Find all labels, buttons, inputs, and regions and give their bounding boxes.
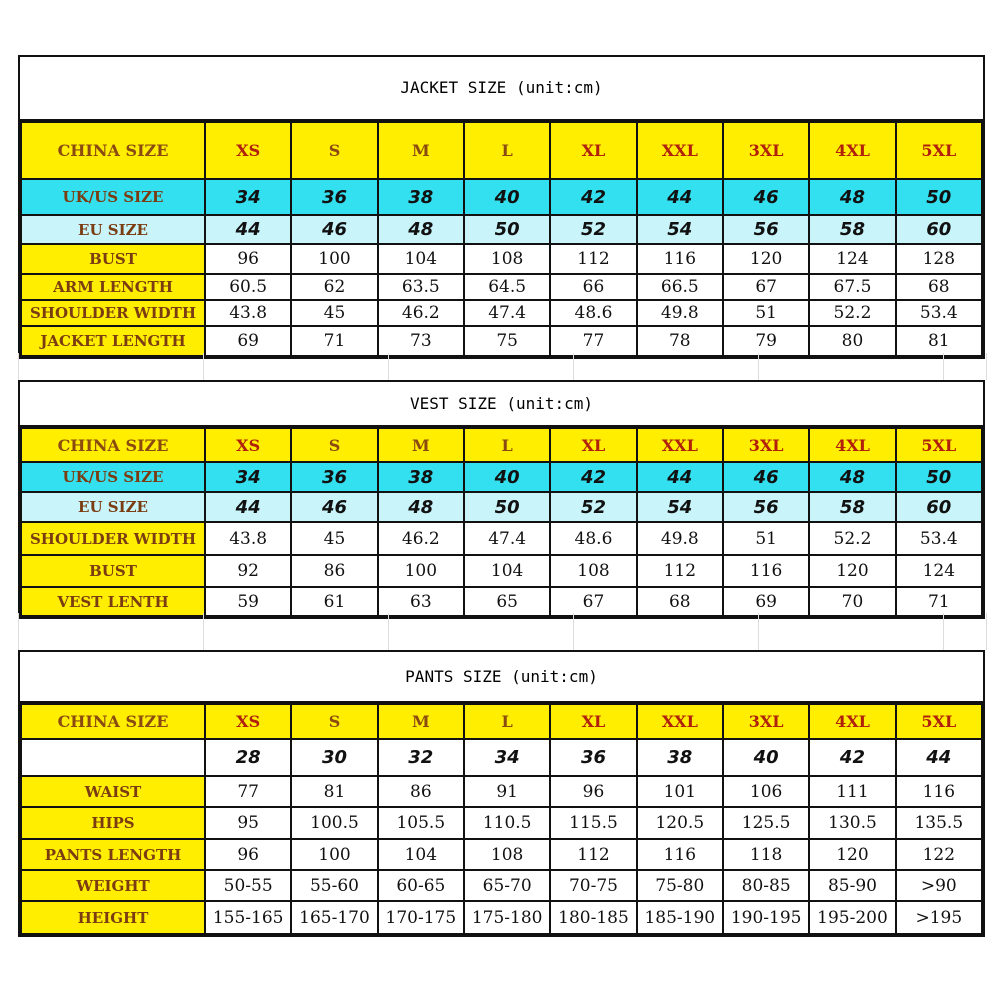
table-cell: 48 (809, 462, 895, 492)
table-cell: XXL (637, 428, 723, 462)
table-cell: 49.8 (637, 522, 723, 555)
table-cell: 165-170 (291, 901, 377, 934)
table-cell: 70-75 (550, 870, 636, 901)
table-cell: 78 (637, 326, 723, 356)
vest-size-table (18, 380, 985, 619)
table-cell: 100 (291, 839, 377, 870)
table-cell: 70 (809, 587, 895, 616)
table-cell: 100 (291, 244, 377, 274)
table-row (21, 428, 982, 462)
table-cell: XXL (637, 122, 723, 179)
table-cell: 96 (550, 776, 636, 807)
table-cell: 3XL (723, 122, 809, 179)
table-cell: 36 (291, 462, 377, 492)
row-label: HEIGHT (21, 901, 205, 934)
table-cell: 36 (550, 739, 636, 776)
table-cell: M (378, 428, 464, 462)
table-cell: 50 (896, 179, 982, 215)
table-cell: 108 (464, 839, 550, 870)
table-cell: 112 (550, 244, 636, 274)
table-cell: 116 (896, 776, 982, 807)
table-cell: 34 (464, 739, 550, 776)
table-cell: L (464, 428, 550, 462)
table-cell: 30 (291, 739, 377, 776)
row-label: UK/US SIZE (21, 462, 205, 492)
table-cell: 61 (291, 587, 377, 616)
table-cell: 44 (637, 179, 723, 215)
table-cell: 75 (464, 326, 550, 356)
table-cell: 77 (550, 326, 636, 356)
table-cell: 5XL (896, 704, 982, 739)
table-cell: 5XL (896, 428, 982, 462)
table-row (21, 807, 982, 839)
table-cell: 73 (378, 326, 464, 356)
table-cell: S (291, 122, 377, 179)
table-cell: 55-60 (291, 870, 377, 901)
table-row (21, 555, 982, 587)
row-label: EU SIZE (21, 215, 205, 244)
table-cell: 104 (464, 555, 550, 587)
table-cell: 66 (550, 274, 636, 300)
table-cell: 58 (809, 492, 895, 522)
table-cell: S (291, 428, 377, 462)
table-cell: 86 (291, 555, 377, 587)
table-cell: 34 (205, 179, 291, 215)
table-row (21, 244, 982, 274)
table-cell: 91 (464, 776, 550, 807)
table-row (21, 274, 982, 300)
table-cell: XL (550, 122, 636, 179)
row-label: VEST LENTH (21, 587, 205, 616)
row-label: CHINA SIZE (21, 704, 205, 739)
table-cell: 128 (896, 244, 982, 274)
table-cell: XL (550, 704, 636, 739)
table-cell: >195 (896, 901, 982, 934)
table-cell: M (378, 122, 464, 179)
table-cell: 48 (809, 179, 895, 215)
table-cell: 180-185 (550, 901, 636, 934)
table-cell: 44 (205, 492, 291, 522)
table-row (21, 179, 982, 215)
table-cell: 64.5 (464, 274, 550, 300)
table-cell: 195-200 (809, 901, 895, 934)
table-cell: 60 (896, 215, 982, 244)
table-cell: 50-55 (205, 870, 291, 901)
table-cell: 96 (205, 244, 291, 274)
table-cell: 5XL (896, 122, 982, 179)
table-cell: 71 (291, 326, 377, 356)
jacket-size-table (18, 55, 985, 359)
table-cell: 120.5 (637, 807, 723, 839)
table-cell: XS (205, 704, 291, 739)
table-cell: 44 (896, 739, 982, 776)
spacer (18, 613, 987, 650)
table-cell: 51 (723, 300, 809, 326)
table-cell: 106 (723, 776, 809, 807)
table-cell: 105.5 (378, 807, 464, 839)
table-cell: 79 (723, 326, 809, 356)
table-cell: 42 (550, 462, 636, 492)
row-label: CHINA SIZE (21, 122, 205, 179)
table-cell: 65-70 (464, 870, 550, 901)
table-cell: 112 (550, 839, 636, 870)
table-cell: XS (205, 122, 291, 179)
row-label: JACKET LENGTH (21, 326, 205, 356)
table-cell: 49.8 (637, 300, 723, 326)
table-cell: 36 (291, 179, 377, 215)
table-cell: 53.4 (896, 300, 982, 326)
table-cell: 40 (464, 179, 550, 215)
table-cell: 125.5 (723, 807, 809, 839)
row-label: ARM LENGTH (21, 274, 205, 300)
row-label: WAIST (21, 776, 205, 807)
table-cell: 48 (378, 215, 464, 244)
row-label: SHOULDER WIDTH (21, 300, 205, 326)
table-cell: 104 (378, 839, 464, 870)
table-cell: 110.5 (464, 807, 550, 839)
table-cell: 44 (205, 215, 291, 244)
table-cell: >90 (896, 870, 982, 901)
table-cell: 96 (205, 839, 291, 870)
table-cell: 170-175 (378, 901, 464, 934)
table-cell: 4XL (809, 122, 895, 179)
table-cell: 42 (550, 179, 636, 215)
spacer (18, 353, 987, 380)
table-cell: 28 (205, 739, 291, 776)
table-cell: 52 (550, 215, 636, 244)
table-cell: 65 (464, 587, 550, 616)
table-cell: 38 (378, 179, 464, 215)
table-cell: 48.6 (550, 522, 636, 555)
table-cell: 77 (205, 776, 291, 807)
table-cell: 115.5 (550, 807, 636, 839)
table-cell: 120 (723, 244, 809, 274)
table-cell: 100.5 (291, 807, 377, 839)
table-cell: 66.5 (637, 274, 723, 300)
table-cell: 67 (723, 274, 809, 300)
table-cell: 38 (637, 739, 723, 776)
table-cell: 63 (378, 587, 464, 616)
table-row (21, 492, 982, 522)
table-row (21, 462, 982, 492)
table-cell: 120 (809, 839, 895, 870)
table-cell: 45 (291, 522, 377, 555)
table-cell: 69 (723, 587, 809, 616)
table-cell: XS (205, 428, 291, 462)
table-cell: 52.2 (809, 522, 895, 555)
table-cell: 60-65 (378, 870, 464, 901)
table-cell: 95 (205, 807, 291, 839)
table-cell: 46 (291, 215, 377, 244)
table-cell: 116 (637, 839, 723, 870)
row-label: PANTS LENGTH (21, 839, 205, 870)
table-cell: 40 (723, 739, 809, 776)
table-row (21, 326, 982, 356)
table-cell: 53.4 (896, 522, 982, 555)
table-row (21, 522, 982, 555)
table-cell: 59 (205, 587, 291, 616)
table-cell: 43.8 (205, 300, 291, 326)
table-cell: 108 (550, 555, 636, 587)
table-cell: 40 (464, 462, 550, 492)
table-cell: 155-165 (205, 901, 291, 934)
table-cell: 46.2 (378, 522, 464, 555)
table-cell: 190-195 (723, 901, 809, 934)
table-row (21, 739, 982, 776)
table-row (21, 901, 982, 934)
table-cell: 92 (205, 555, 291, 587)
table-title: JACKET SIZE (unit:cm) (20, 57, 983, 121)
table-row (21, 870, 982, 901)
table-cell: 60.5 (205, 274, 291, 300)
row-label: SHOULDER WIDTH (21, 522, 205, 555)
table-cell: 81 (896, 326, 982, 356)
table-cell: XXL (637, 704, 723, 739)
table-cell: 47.4 (464, 522, 550, 555)
table-cell: 3XL (723, 704, 809, 739)
table-cell: 47.4 (464, 300, 550, 326)
table-cell: 54 (637, 215, 723, 244)
table-cell: 101 (637, 776, 723, 807)
row-label: HIPS (21, 807, 205, 839)
table-cell: 45 (291, 300, 377, 326)
table-cell: 60 (896, 492, 982, 522)
table-cell: 68 (896, 274, 982, 300)
table-cell: 62 (291, 274, 377, 300)
table-row (21, 839, 982, 870)
table-cell: 54 (637, 492, 723, 522)
table-cell: 46 (723, 462, 809, 492)
table-cell: L (464, 122, 550, 179)
table-title: VEST SIZE (unit:cm) (20, 382, 983, 427)
table-cell: 38 (378, 462, 464, 492)
table-cell: S (291, 704, 377, 739)
table-cell: 43.8 (205, 522, 291, 555)
table-cell: 175-180 (464, 901, 550, 934)
row-label: CHINA SIZE (21, 428, 205, 462)
row-label: BUST (21, 244, 205, 274)
table-cell: 42 (809, 739, 895, 776)
table-cell: 80 (809, 326, 895, 356)
table-cell: 108 (464, 244, 550, 274)
table-cell: 32 (378, 739, 464, 776)
table-row (21, 776, 982, 807)
table-cell: 46 (291, 492, 377, 522)
table-cell: 52 (550, 492, 636, 522)
table-row (21, 587, 982, 616)
table-cell: 4XL (809, 704, 895, 739)
table-cell: 120 (809, 555, 895, 587)
table-cell: 122 (896, 839, 982, 870)
table-row (21, 704, 982, 739)
table-cell: 81 (291, 776, 377, 807)
table-cell: 50 (896, 462, 982, 492)
table-cell: 118 (723, 839, 809, 870)
table-cell: M (378, 704, 464, 739)
table-cell: 48.6 (550, 300, 636, 326)
table-cell: 51 (723, 522, 809, 555)
table-cell: 86 (378, 776, 464, 807)
table-cell: 69 (205, 326, 291, 356)
table-cell: 58 (809, 215, 895, 244)
table-cell: 124 (896, 555, 982, 587)
table-cell: 46.2 (378, 300, 464, 326)
table-cell: 100 (378, 555, 464, 587)
row-label (21, 739, 205, 776)
row-label: WEIGHT (21, 870, 205, 901)
row-label: EU SIZE (21, 492, 205, 522)
table-cell: 75-80 (637, 870, 723, 901)
table-cell: 112 (637, 555, 723, 587)
row-label: UK/US SIZE (21, 179, 205, 215)
table-cell: 130.5 (809, 807, 895, 839)
table-cell: 71 (896, 587, 982, 616)
table-cell: 50 (464, 215, 550, 244)
table-cell: 67.5 (809, 274, 895, 300)
table-cell: 3XL (723, 428, 809, 462)
table-cell: 104 (378, 244, 464, 274)
table-cell: 68 (637, 587, 723, 616)
table-cell: 48 (378, 492, 464, 522)
table-cell: L (464, 704, 550, 739)
table-cell: 56 (723, 215, 809, 244)
table-cell: XL (550, 428, 636, 462)
row-label: BUST (21, 555, 205, 587)
table-cell: 4XL (809, 428, 895, 462)
table-cell: 80-85 (723, 870, 809, 901)
table-cell: 185-190 (637, 901, 723, 934)
table-row (21, 300, 982, 326)
table-cell: 44 (637, 462, 723, 492)
table-row (21, 215, 982, 244)
table-cell: 46 (723, 179, 809, 215)
table-cell: 135.5 (896, 807, 982, 839)
table-cell: 63.5 (378, 274, 464, 300)
table-cell: 56 (723, 492, 809, 522)
table-cell: 116 (637, 244, 723, 274)
table-row (21, 122, 982, 179)
table-cell: 67 (550, 587, 636, 616)
table-title: PANTS SIZE (unit:cm) (20, 652, 983, 703)
table-cell: 111 (809, 776, 895, 807)
table-cell: 85-90 (809, 870, 895, 901)
table-cell: 124 (809, 244, 895, 274)
table-cell: 116 (723, 555, 809, 587)
table-cell: 34 (205, 462, 291, 492)
table-cell: 50 (464, 492, 550, 522)
pants-size-table (18, 650, 985, 937)
table-cell: 52.2 (809, 300, 895, 326)
